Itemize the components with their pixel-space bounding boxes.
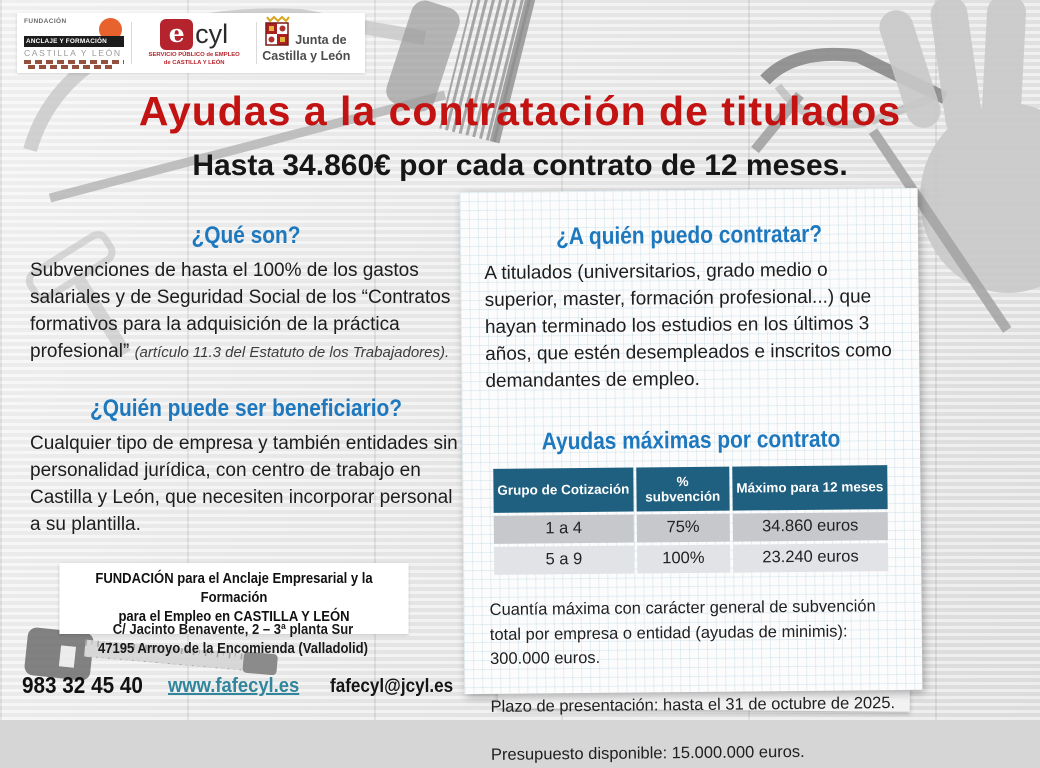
beneficiario-heading: ¿Quién puede ser beneficiario? [89,395,403,422]
fundacion-logo-region-text: CASTILLA Y LEÓN [24,47,122,58]
email-address: fafecyl@jcyl.es [330,676,454,697]
address-line2: 47195 Arroyo de la Encomienda (Valladolid) [97,640,369,657]
page-title: Ayudas a la contratación de titulados [138,88,902,134]
page-subtitle: Hasta 34.860€ por cada contrato de 12 meses. [192,149,848,182]
cell-subv-75: 75% [636,513,729,542]
logo-bar [17,13,365,73]
website-link[interactable]: www.fafecyl.es [168,675,300,697]
fundacion-dash-pattern2 [24,65,116,69]
fundacion-logo-bar-text: ANCLAJE Y FORMACIÓN [24,36,124,47]
ecyl-logo-text: cyl [195,18,229,49]
note-cuantia-maxima: Cuantía máxima con carácter general de subvención total por empresa o entidad (ayudas de minimis): 300.000 euros. [489,597,876,669]
junta-logo-line1: Junta de [295,33,347,47]
note-presupuesto: Presupuesto disponible: 15.000.000 euros. [490,742,805,764]
cell-max-23240: 23.240 euros [733,543,888,572]
phone-number: 983 32 45 40 [22,672,143,698]
table-row [494,543,888,575]
address-line1: C/ Jacinto Benavente, 2 – 3ª planta Sur [112,622,354,638]
table-header-row [493,465,887,513]
ecyl-logo [132,19,256,67]
col-grupo-cotizacion: Grupo de Cotización [493,467,633,512]
foundation-name-line1: FUNDACIÓN para el Anclaje Empresarial y la Formación [95,571,373,606]
ecyl-caption-line1: SERVICIO PÚBLICO de EMPLEO [148,51,240,58]
ecyl-caption-line2: de CASTILLA Y LEÓN [163,59,225,66]
ayudas-maximas-heading: Ayudas máximas por contrato [541,425,841,456]
fundacion-dash-pattern [24,60,124,64]
notes-block [489,594,905,768]
section-beneficiario [30,395,462,539]
info-paper [460,188,923,764]
contratar-heading: ¿A quién puedo contratar? [555,220,823,251]
que-son-legal-note: (artículo 11.3 del Estatuto de los Trabajadores). [134,343,450,361]
cell-subv-100: 100% [637,544,730,573]
col-maximo: Máximo para 12 meses [732,465,888,510]
contratar-body: A titulados (universitarios, grado medio o superior, master, formación profesional...) que hayan terminado los estudios en los últimos 3 años, que estén desempleados e inscritos como demandantes de empleo. [484,259,892,392]
que-son-heading: ¿Qué son? [191,222,301,249]
col-subvencion: % subvención [636,466,730,511]
cell-grupo-1a4: 1 a 4 [494,514,634,543]
junta-castilla-leon-logo [257,13,365,73]
foundation-name-line2: para el Empleo en CASTILLA Y LEÓN [118,608,350,625]
cell-grupo-5a9: 5 a 9 [494,545,634,574]
fundacion-logo-text: FUNDACIÓN [24,17,67,25]
cell-max-34860: 34.860 euros [732,512,887,541]
junta-logo-line2: Castilla y León [262,49,351,63]
table-row [494,512,888,544]
que-son-body: Subvenciones de hasta el 100% de los gastos salariales y de Seguridad Social de los “Contratos formativos para la adquisición de la práctica profesional” [30,260,451,362]
section-que-son [30,222,462,366]
note-plazo: Plazo de presentación: hasta el 31 de octubre de 2025. [490,694,896,717]
address-block [50,621,415,659]
fundacion-anclaje-logo [17,13,131,74]
ecyl-e-badge-icon: e [160,19,193,50]
beneficiario-body: Cualquier tipo de empresa y también entidades sin personalidad jurídica, con centro de trabajo en Castilla y León, que necesiten incorporar personal a su plantilla. [30,433,458,535]
ayudas-table [490,462,891,578]
